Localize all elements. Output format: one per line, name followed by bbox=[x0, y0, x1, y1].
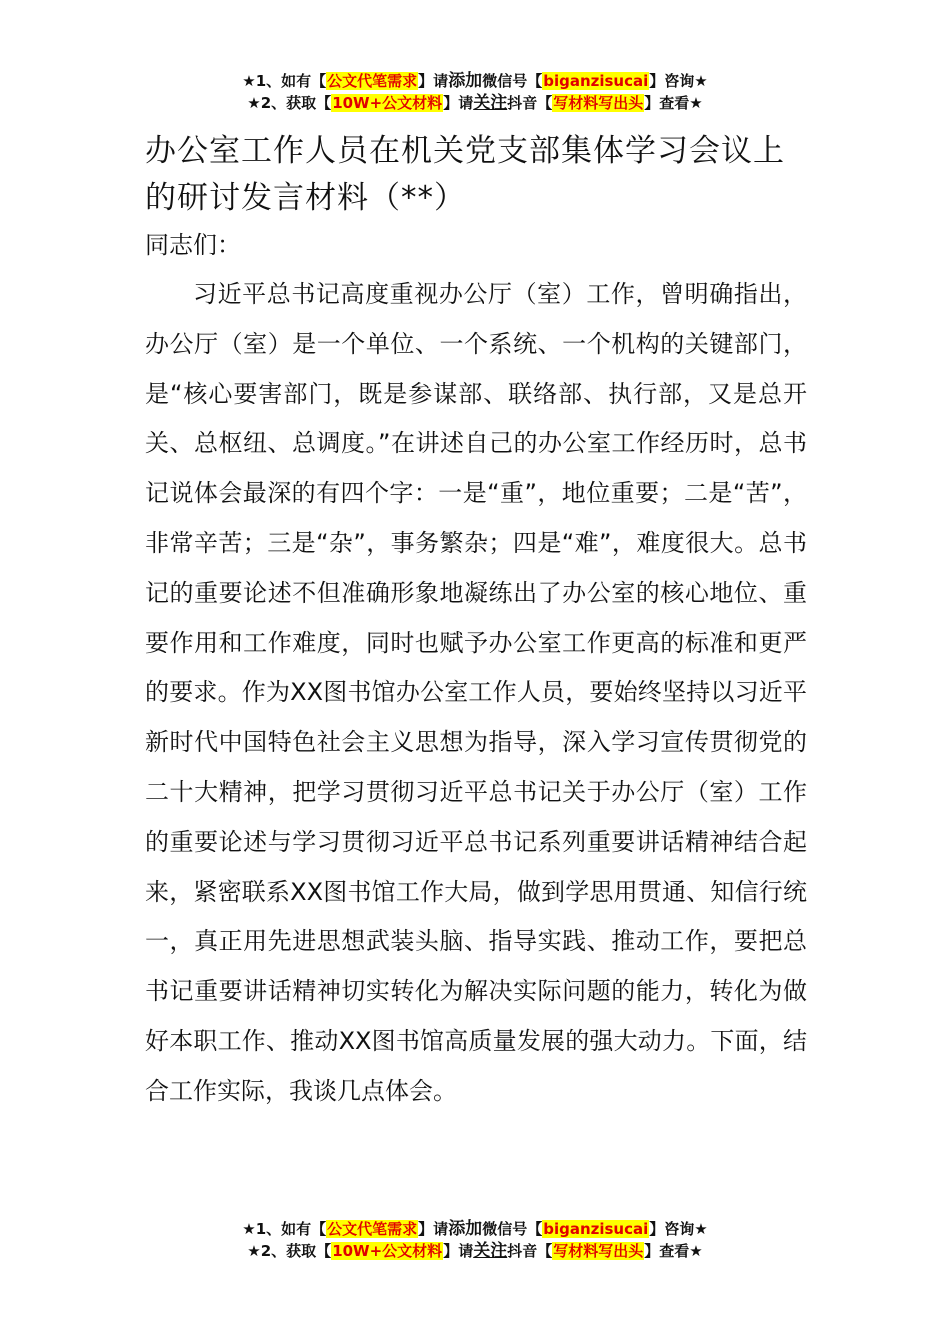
banner-line-1 bbox=[0, 70, 950, 92]
banner-line-2 bbox=[0, 92, 950, 114]
highlight-materials: 10W+公文材料 bbox=[332, 94, 443, 112]
greeting: 同志们： bbox=[145, 231, 241, 259]
banner-text: 微信号【 bbox=[482, 72, 543, 90]
banner-text: ★2、获取【 bbox=[247, 94, 332, 112]
footer-banner bbox=[0, 1218, 950, 1262]
banner-text: 】查看★ bbox=[644, 94, 703, 112]
highlight-douyin-id: 写材料写出头 bbox=[553, 1242, 644, 1260]
banner-keyword: 添加 bbox=[448, 1219, 483, 1239]
highlight-wechat-id: biganzisucai bbox=[543, 72, 649, 90]
banner-text: ★2、获取【 bbox=[247, 1242, 332, 1260]
banner-text: 】咨询★ bbox=[649, 72, 708, 90]
banner-text: 抖音【 bbox=[507, 1242, 553, 1260]
highlight-wechat-id: biganzisucai bbox=[543, 1220, 649, 1238]
banner-text: ★1、如有【 bbox=[242, 72, 327, 90]
banner-keyword: 关注 bbox=[473, 1241, 508, 1261]
highlight-materials: 10W+公文材料 bbox=[332, 1242, 443, 1260]
banner-text: 】请 bbox=[443, 1242, 474, 1260]
banner-line-2 bbox=[0, 1240, 950, 1262]
banner-text: 】请 bbox=[418, 72, 449, 90]
banner-keyword: 添加 bbox=[448, 71, 483, 91]
banner-text: 抖音【 bbox=[507, 94, 553, 112]
document-title: 办公室工作人员在机关党支部集体学习会议上的研讨发言材料（**） bbox=[145, 133, 785, 216]
banner-text: 】咨询★ bbox=[649, 1220, 708, 1238]
header-banner bbox=[0, 70, 950, 114]
highlight-service: 公文代笔需求 bbox=[327, 1220, 418, 1238]
body-paragraph: 习近平总书记高度重视办公厅（室）工作，曾明确指出，办公厅（室）是一个单位、一个系统、一个机构的关键部门，是“核心要害部门，既是参谋部、联络部、执行部，又是总开关、总枢纽、总调度。”在讲述自己的办公室工作经历时，总书记说体会最深的有四个字：一是“重”，地位重要；二是“苦”，非常辛苦；三是“杂”，事务繁杂；四是“难”，难度很大。总书记的重要论述不但准确形象地凝练出了办公室的核心地位、重要作用和工作难度，同时也赋予办公室工作更高的标准和更严的要求。作为XX图书馆办公室工作人员，要始终坚持以习近平新时代中国特色社会主义思想为指导，深入学习宣传贯彻党的二十大精神，把学习贯彻习近平总书记关于办公厅（室）工作的重要论述与学习贯彻习近平总书记系列重要讲话精神结合起来，紧密联系XX图书馆工作大局，做到学思用贯通、知信行统一，真正用先进思想武装头脑、指导实践、推动工作，要把总书记重要讲话精神切实转化为解决实际问题的能力，转化为做好本职工作、推动XX图书馆高质量发展的强大动力。下面，结合工作实际，我谈几点体会。 bbox=[145, 280, 807, 1105]
highlight-douyin-id: 写材料写出头 bbox=[553, 94, 644, 112]
banner-text: ★1、如有【 bbox=[242, 1220, 327, 1238]
banner-text: 】请 bbox=[443, 94, 474, 112]
banner-text: 】请 bbox=[418, 1220, 449, 1238]
banner-line-1 bbox=[0, 1218, 950, 1240]
highlight-service: 公文代笔需求 bbox=[327, 72, 418, 90]
banner-text: 微信号【 bbox=[482, 1220, 543, 1238]
banner-keyword: 关注 bbox=[473, 93, 508, 113]
banner-text: 】查看★ bbox=[644, 1242, 703, 1260]
